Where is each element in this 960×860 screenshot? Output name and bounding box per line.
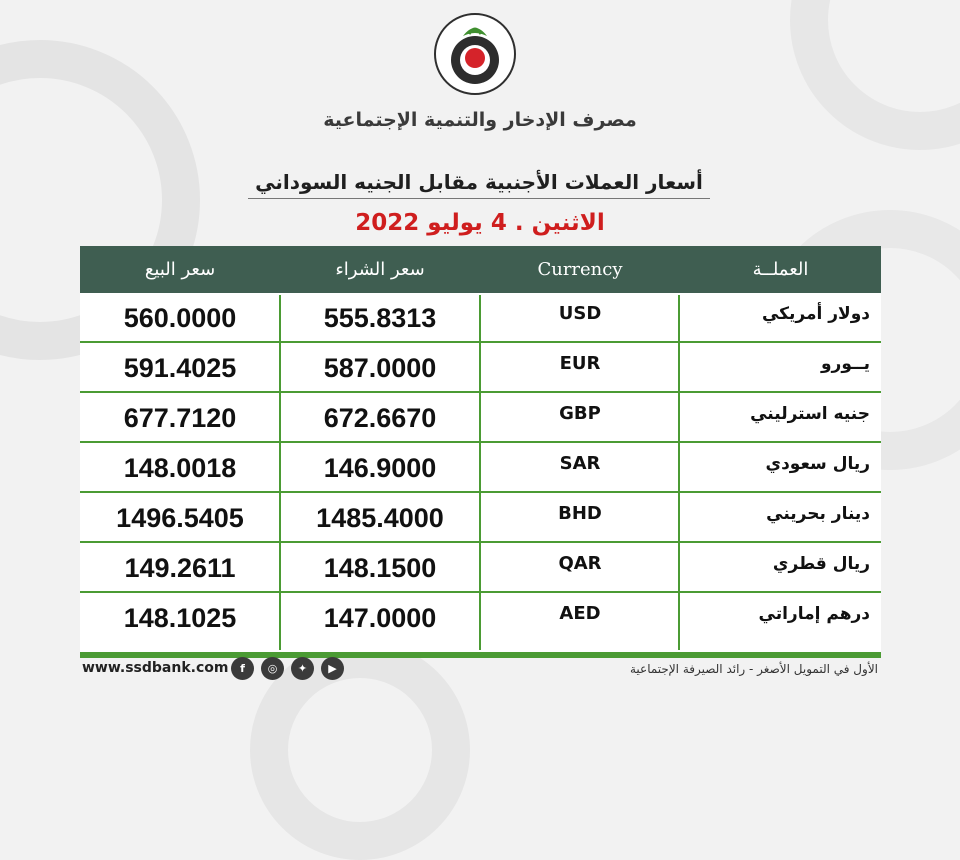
sell-rate: 677.7120 [123,403,237,433]
exchange-rates-table [80,246,881,658]
bank-slogan: الأول في التمويل الأصغر - رائد الصيرفة الإجتماعية [629,662,878,676]
sell-rate: 149.2611 [124,553,236,583]
sell-rate: 591.4025 [123,353,237,383]
buy-rate: 146.9000 [323,453,437,483]
currency-name: يــورو [820,354,870,374]
buy-rate: 555.8313 [323,303,437,333]
header-currency-code: Currency [537,259,623,280]
buy-rate: 148.1500 [323,553,437,583]
website-link[interactable]: www.ssdbank.com [82,660,229,676]
table-header [80,246,881,293]
column-divider [479,295,481,650]
header-buy-rate: سعر الشراء [335,259,425,280]
buy-rate: 147.0000 [323,603,437,633]
currency-code: BHD [558,503,602,524]
buy-rate: 587.0000 [323,353,437,383]
buy-rate: 1485.4000 [316,503,444,533]
page-title: أسعار العملات الأجنبية مقابل الجنيه السوداني [248,170,710,199]
currency-code: SAR [559,453,601,474]
currency-name: دولار أمريكي [761,304,870,324]
bank-name: مصرف الإدخار والتنمية الإجتماعية [323,109,637,131]
column-divider [678,295,680,650]
currency-code: AED [559,603,601,624]
sell-rate: 148.1025 [123,603,237,633]
background-gear-graphic [790,0,960,150]
currency-code: USD [558,303,602,324]
currency-name: ريال قطري [772,554,870,574]
currency-name: جنيه استرليني [750,404,870,424]
instagram-icon[interactable]: ◎ [261,657,284,680]
currency-name: ريال سعودي [765,454,870,474]
facebook-icon[interactable]: f [231,657,254,680]
sell-rate: 148.0018 [123,453,237,483]
header-sell-rate: سعر البيع [144,259,216,280]
currency-code: QAR [558,553,602,574]
currency-name: دينار بحريني [766,504,870,524]
currency-code: GBP [559,403,601,424]
twitter-icon[interactable]: ✦ [291,657,314,680]
column-divider [279,295,281,650]
sell-rate: 1496.5405 [116,503,244,533]
buy-rate: 672.6670 [323,403,437,433]
header-currency-name: العملــة [752,259,809,280]
currency-name: درهم إماراتي [758,604,870,624]
social-links [231,657,344,680]
page-date: الاثنين . 4 يوليو 2022 [355,210,605,236]
bank-logo [433,12,517,96]
youtube-icon[interactable]: ▶ [321,657,344,680]
currency-code: EUR [559,353,601,374]
sell-rate: 560.0000 [123,303,237,333]
